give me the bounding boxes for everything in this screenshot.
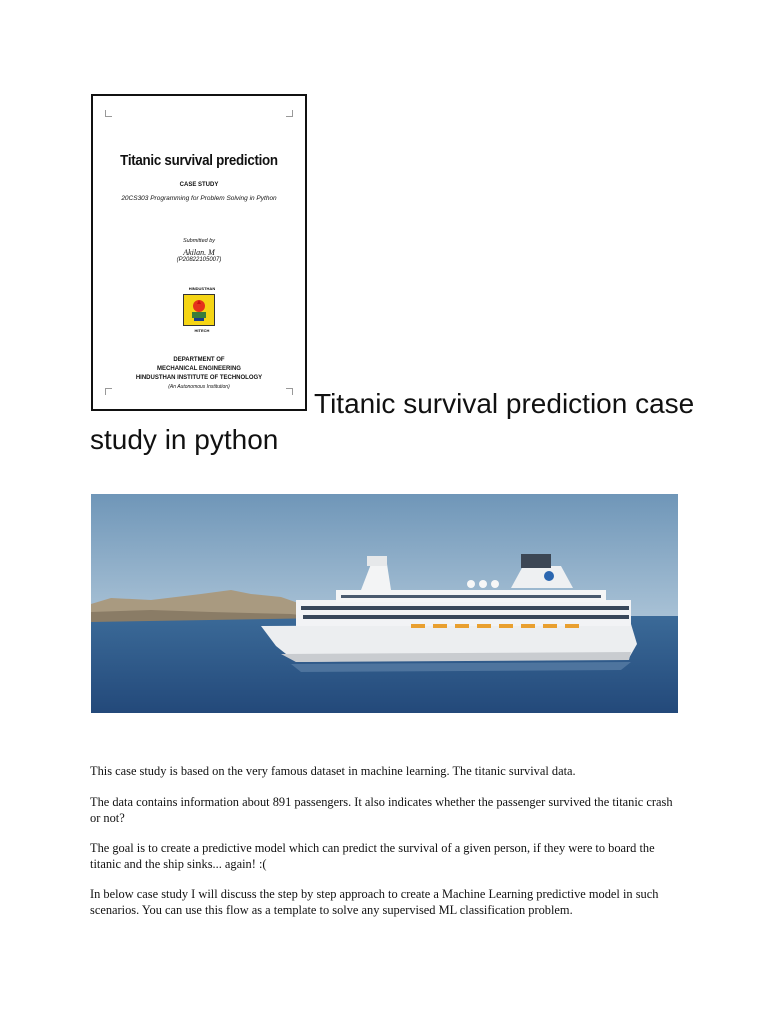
seal-bottom-text: HITECH [194, 328, 210, 333]
seal-top-text: HINDUSTHAN [188, 286, 216, 291]
cover-autonomous: (An Autonomous Institution) [168, 384, 230, 390]
seal-emblem-icon [183, 294, 215, 326]
cover-course: 20CS303 Programming for Problem Solving in Python [121, 195, 277, 202]
cruise-ship-photo [91, 494, 678, 713]
cover-title: Titanic survival prediction [120, 153, 278, 169]
cover-page-thumbnail [91, 94, 307, 411]
heading-text: Titanic survival prediction case study in python [90, 388, 695, 455]
cover-institute: HINDUSTHAN INSTITUTE OF TECHNOLOGY [135, 375, 263, 381]
cover-author: Akilan. M [183, 248, 215, 257]
cover-branch: MECHANICAL ENGINEERING [157, 366, 241, 372]
paragraph-approach: In below case study I will discuss the step by step approach to create a Machine Learning predictive model in such scenarios. You can use this flow as a template to solve any supervised ML classification problem. [90, 887, 659, 917]
cover-submitted-by: Submitted by [182, 238, 216, 244]
paragraph-intro: This case study is based on the very famous dataset in machine learning. The titanic survival data. [90, 764, 576, 778]
document-heading [90, 386, 730, 458]
college-seal [181, 286, 223, 336]
cover-label: CASE STUDY [179, 182, 219, 188]
paragraph-data: The data contains information about 891 passengers. It also indicates whether the passenger survived the titanic crash or not? [90, 795, 673, 825]
cover-department: DEPARTMENT OF [173, 357, 225, 363]
paragraph-goal: The goal is to create a predictive model which can predict the survival of a given person, if they were to board the titanic and the ship sinks... again! :( [90, 841, 655, 871]
crop-mark-top-right [286, 110, 293, 117]
crop-mark-top-left [105, 110, 112, 117]
cover-register-no: (P20822105007) [176, 257, 222, 263]
